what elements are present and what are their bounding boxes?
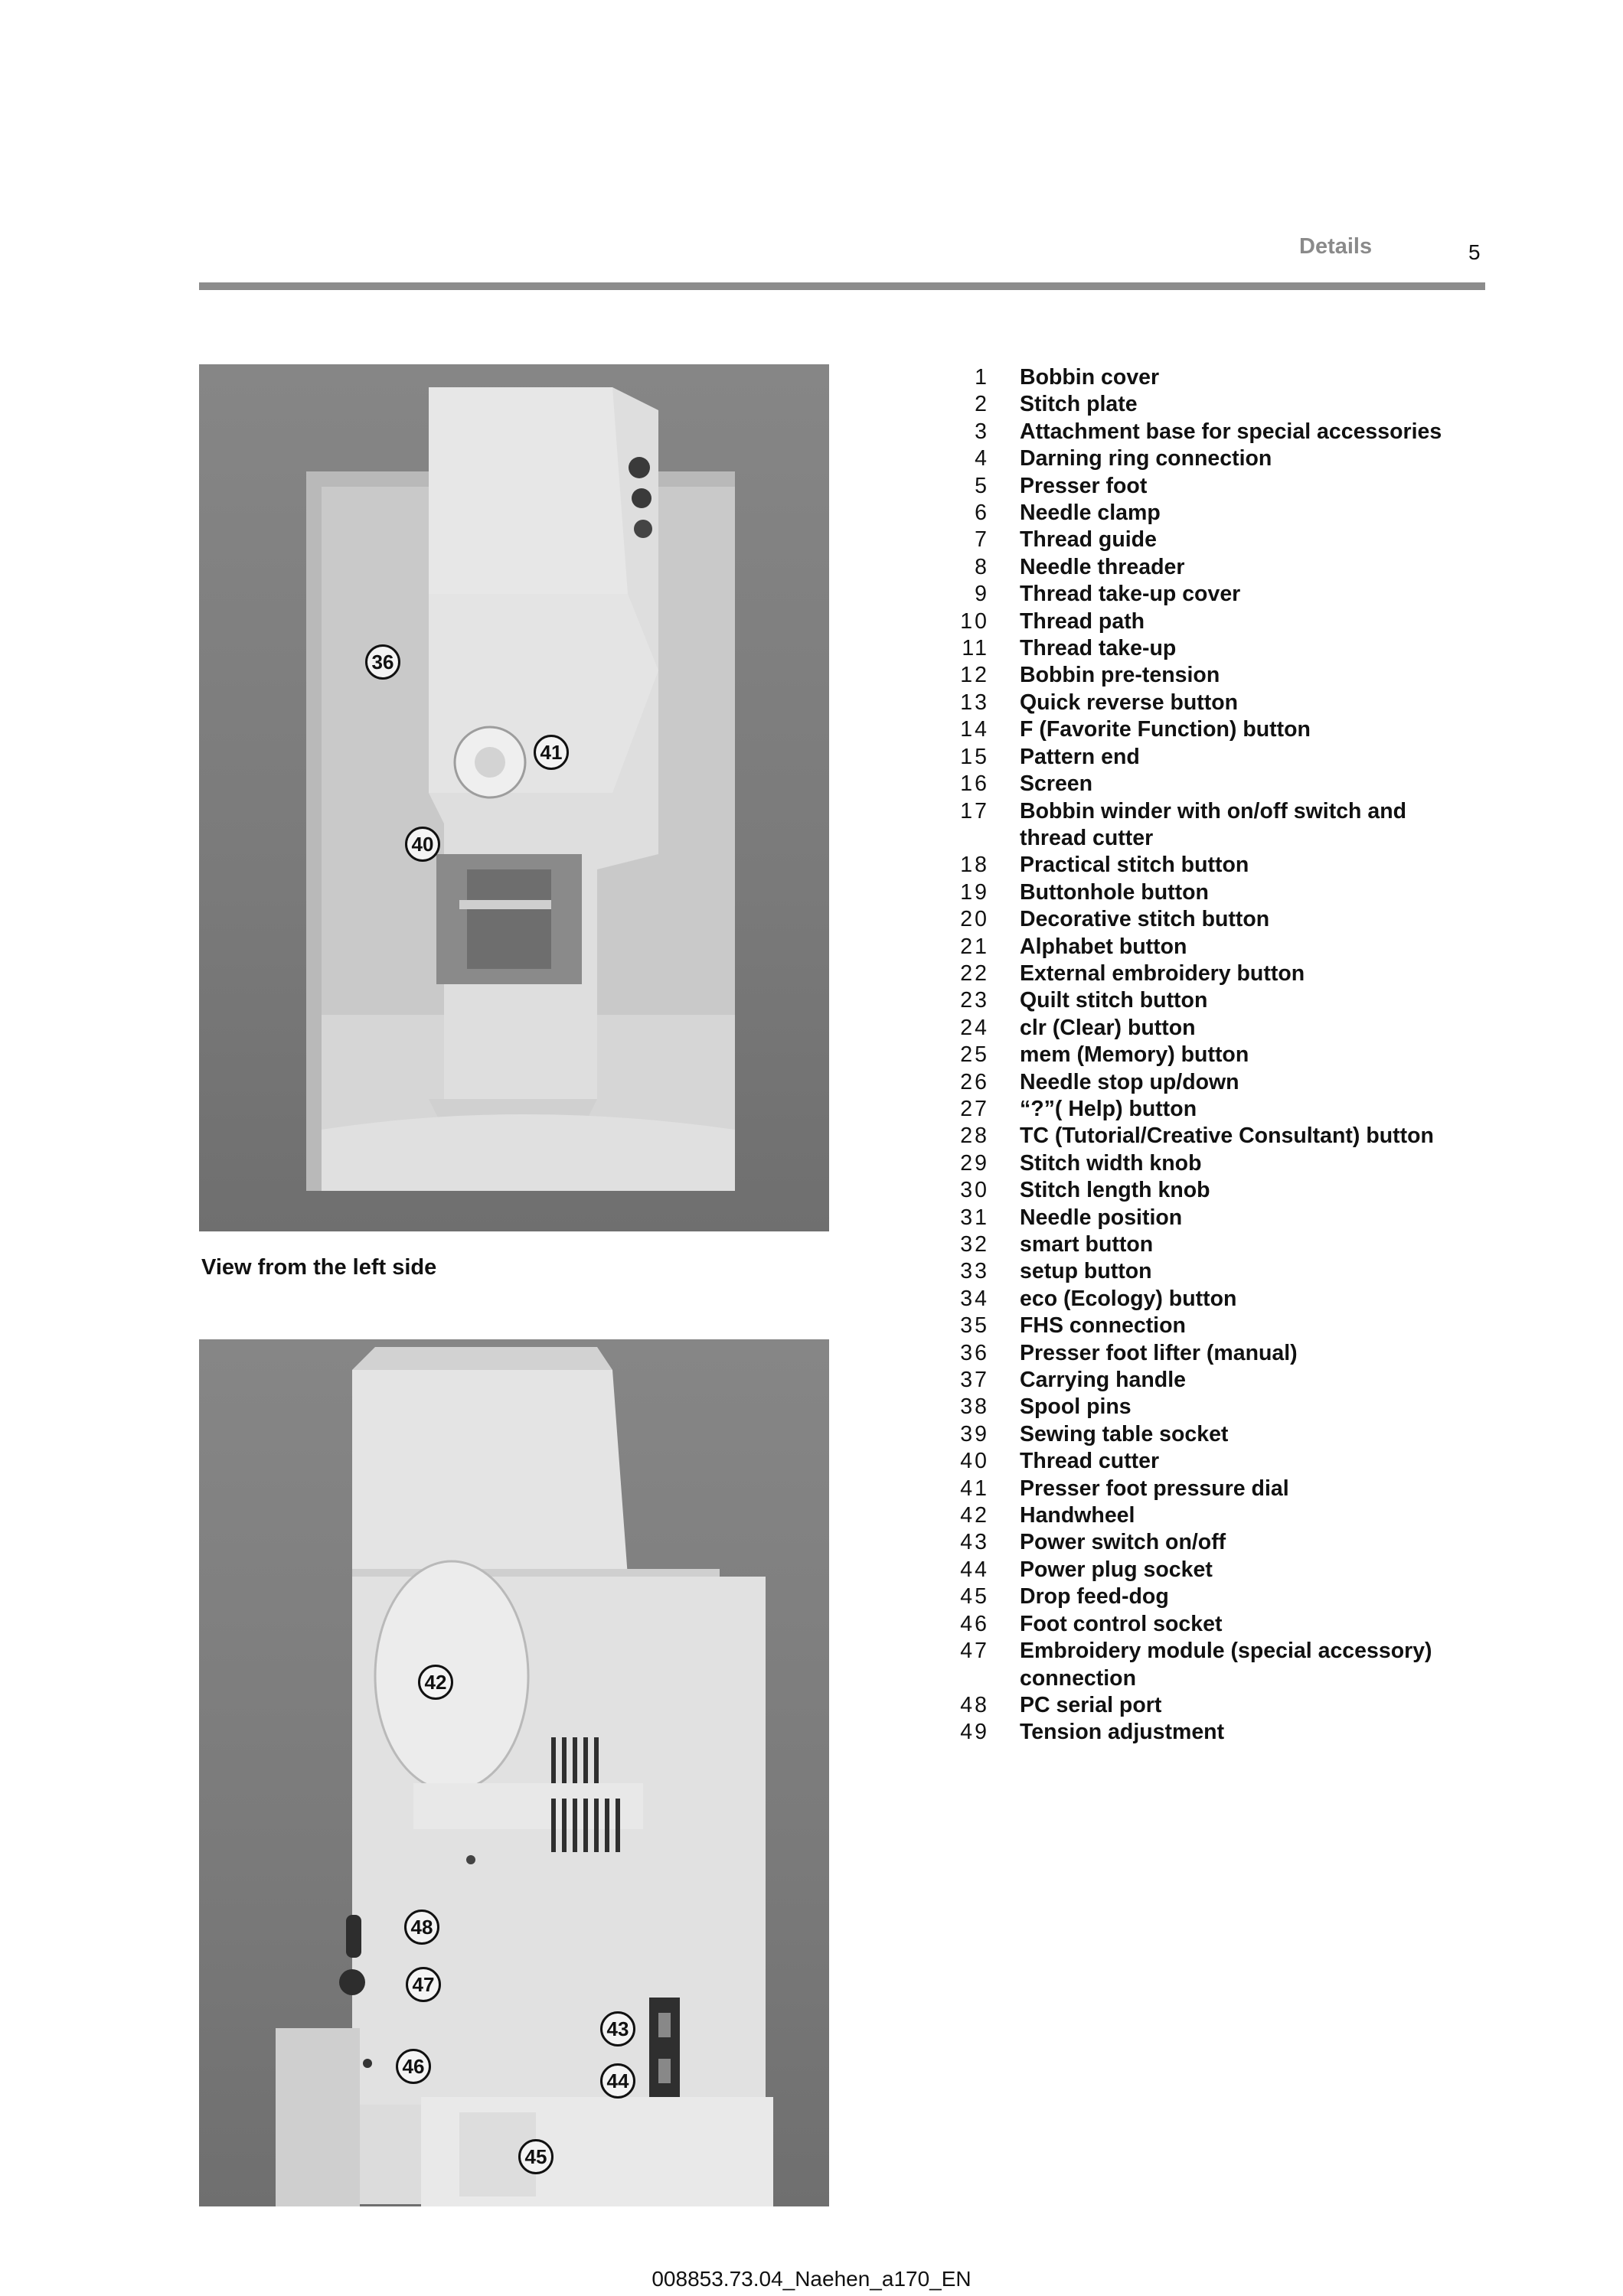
part-label: Drop feed-dog [1020,1584,1169,1609]
part-number: 4 [975,446,989,471]
part-item [934,879,1470,906]
part-item [934,1015,1470,1042]
part-number: 43 [960,1530,989,1555]
part-label: Bobbin pre-tension [1020,663,1220,688]
part-item [934,1583,1470,1610]
part-label: Needle position [1020,1205,1183,1230]
part-item [934,500,1470,527]
part-label: External embroidery button [1020,960,1305,986]
part-label: “?”( Help) button [1020,1096,1197,1121]
figure-caption: View from the left side [201,1255,437,1280]
part-label: Alphabet button [1020,934,1187,959]
part-number: 49 [960,1720,989,1745]
part-item [934,852,1470,879]
callout-48: 48 [404,1910,439,1945]
part-label: Attachment base for special accessories [1020,419,1442,444]
part-item [934,1557,1470,1583]
part-label: Stitch width knob [1020,1150,1202,1176]
part-label: clr (Clear) button [1020,1015,1196,1040]
part-label: Decorative stitch button [1020,907,1270,932]
machine-rear-view-photo [199,1339,829,2206]
part-item-continuation [934,825,1470,852]
part-item [934,960,1470,987]
part-number: 24 [960,1015,989,1040]
part-item [934,1529,1470,1556]
part-item [934,581,1470,608]
part-number: 21 [960,934,989,959]
part-label: Bobbin winder with on/off switch and [1020,798,1407,823]
part-label: Thread guide [1020,527,1157,553]
part-item [934,1340,1470,1367]
part-item [934,635,1470,662]
part-number: 42 [960,1503,989,1528]
part-number: 30 [960,1178,989,1203]
part-number: 32 [960,1232,989,1257]
part-label: setup button [1020,1259,1152,1284]
part-number: 1 [975,365,989,390]
part-number: 47 [960,1639,989,1664]
part-item [934,1692,1470,1719]
part-number: 26 [960,1069,989,1094]
part-number: 25 [960,1042,989,1068]
part-label: PC serial port [1020,1692,1162,1717]
part-number: 35 [960,1313,989,1339]
part-label: Needle stop up/down [1020,1069,1239,1094]
part-number: 13 [960,690,989,715]
part-number: 14 [960,717,989,742]
callout-44: 44 [600,2063,635,2099]
part-number: 29 [960,1150,989,1176]
part-item [934,1448,1470,1475]
part-item [934,554,1470,581]
part-number: 37 [960,1368,989,1393]
part-item [934,1313,1470,1339]
part-number: 45 [960,1584,989,1609]
part-label: Pattern end [1020,744,1140,769]
part-number: 23 [960,988,989,1013]
part-item [934,1177,1470,1204]
part-item [934,419,1470,445]
part-label: Carrying handle [1020,1368,1186,1393]
header-rule [199,282,1485,290]
part-item [934,1150,1470,1177]
part-item [934,1205,1470,1231]
part-item [934,527,1470,553]
machine-left-view-photo [199,364,829,1231]
part-item [934,1502,1470,1529]
part-label: Thread take-up [1020,636,1177,661]
part-item [934,934,1470,960]
part-item [934,1611,1470,1638]
part-label: Thread cutter [1020,1449,1160,1474]
callout-45: 45 [518,2139,554,2174]
part-item [934,445,1470,472]
part-label: TC (Tutorial/Creative Consultant) button [1020,1124,1434,1149]
callout-36: 36 [365,644,400,680]
part-number-blank [934,1665,1020,1692]
part-item [934,1394,1470,1420]
part-item [934,1231,1470,1258]
part-label: smart button [1020,1232,1154,1257]
part-number: 11 [962,636,989,661]
part-item [934,1367,1470,1394]
machine-rear-view-illustration [199,1339,829,2206]
part-number: 22 [960,960,989,986]
part-label: Practical stitch button [1020,853,1249,878]
section-title: Details [1299,234,1373,259]
part-number: 27 [960,1096,989,1121]
part-item [934,798,1470,825]
part-item [934,1638,1470,1665]
part-item-continuation [934,1665,1470,1692]
part-number: 38 [960,1394,989,1420]
part-label: Thread path [1020,608,1145,634]
part-number: 12 [960,663,989,688]
part-label: Embroidery module (special accessory) [1020,1639,1432,1664]
part-label: Presser foot [1020,473,1148,498]
part-label: Needle clamp [1020,501,1161,526]
part-label: Thread take-up cover [1020,582,1241,607]
part-number: 20 [960,907,989,932]
part-item [934,608,1470,635]
part-label: Handwheel [1020,1503,1135,1528]
part-number: 31 [960,1205,989,1230]
part-item [934,662,1470,689]
part-number: 34 [960,1286,989,1311]
part-item [934,744,1470,771]
part-number: 48 [960,1692,989,1717]
part-label: Presser foot lifter (manual) [1020,1340,1298,1365]
part-number: 40 [960,1449,989,1474]
part-label: Power plug socket [1020,1557,1213,1582]
part-item [934,906,1470,933]
part-number: 2 [975,392,989,417]
part-item [934,771,1470,797]
part-label: Spool pins [1020,1394,1132,1420]
parts-list [934,364,1470,1746]
part-label: Quilt stitch button [1020,988,1208,1013]
part-label: mem (Memory) button [1020,1042,1249,1068]
page-number: 5 [1468,240,1481,264]
part-number: 28 [960,1124,989,1149]
part-label: Sewing table socket [1020,1421,1229,1446]
part-item [934,473,1470,500]
part-item [934,1069,1470,1096]
part-number: 3 [975,419,989,444]
part-number: 18 [960,853,989,878]
callout-43: 43 [600,2011,635,2047]
part-label: Tension adjustment [1020,1720,1225,1745]
part-number: 15 [960,744,989,769]
part-label: Needle threader [1020,554,1185,579]
part-item [934,364,1470,391]
part-label: Quick reverse button [1020,690,1239,715]
part-item [934,391,1470,418]
part-item [934,1096,1470,1123]
part-number: 9 [975,582,989,607]
part-number: 39 [960,1421,989,1446]
callout-42: 42 [418,1665,453,1700]
part-label: Bobbin cover [1020,365,1160,390]
part-item [934,690,1470,716]
part-number: 41 [960,1476,989,1501]
callout-46: 46 [396,2049,431,2084]
callout-40: 40 [405,827,440,862]
part-label: Screen [1020,771,1093,797]
part-number: 46 [960,1611,989,1636]
callout-47: 47 [406,1967,441,2002]
machine-left-view-illustration [199,364,829,1231]
part-number: 10 [960,608,989,634]
part-number: 36 [960,1340,989,1365]
part-number: 7 [975,527,989,553]
part-label-continuation: connection [1020,1665,1137,1691]
part-label: Foot control socket [1020,1611,1223,1636]
part-label: Darning ring connection [1020,446,1272,471]
part-item [934,1286,1470,1313]
part-item [934,1042,1470,1068]
part-number: 5 [975,473,989,498]
part-label: Stitch plate [1020,392,1138,417]
part-number: 17 [960,798,989,823]
footer-doc-id: 008853.73.04_Naehen_a170_EN [651,2267,972,2291]
callout-41: 41 [534,735,569,770]
part-item [934,1476,1470,1502]
part-number: 16 [960,771,989,797]
part-item [934,987,1470,1014]
part-number: 6 [975,501,989,526]
part-label: FHS connection [1020,1313,1186,1339]
part-item [934,1123,1470,1150]
part-number: 8 [975,554,989,579]
part-item [934,1258,1470,1285]
part-label-continuation: thread cutter [1020,825,1154,850]
part-label: F (Favorite Function) button [1020,717,1311,742]
part-label: Power switch on/off [1020,1530,1226,1555]
part-item [934,1719,1470,1746]
part-item [934,1421,1470,1448]
part-number: 33 [960,1259,989,1284]
part-number: 44 [960,1557,989,1582]
part-label: Buttonhole button [1020,879,1209,905]
part-item [934,716,1470,743]
part-label: Presser foot pressure dial [1020,1476,1289,1501]
part-number: 19 [960,879,989,905]
part-label: Stitch length knob [1020,1178,1210,1203]
part-label: eco (Ecology) button [1020,1286,1237,1311]
part-number-blank [934,825,1020,852]
